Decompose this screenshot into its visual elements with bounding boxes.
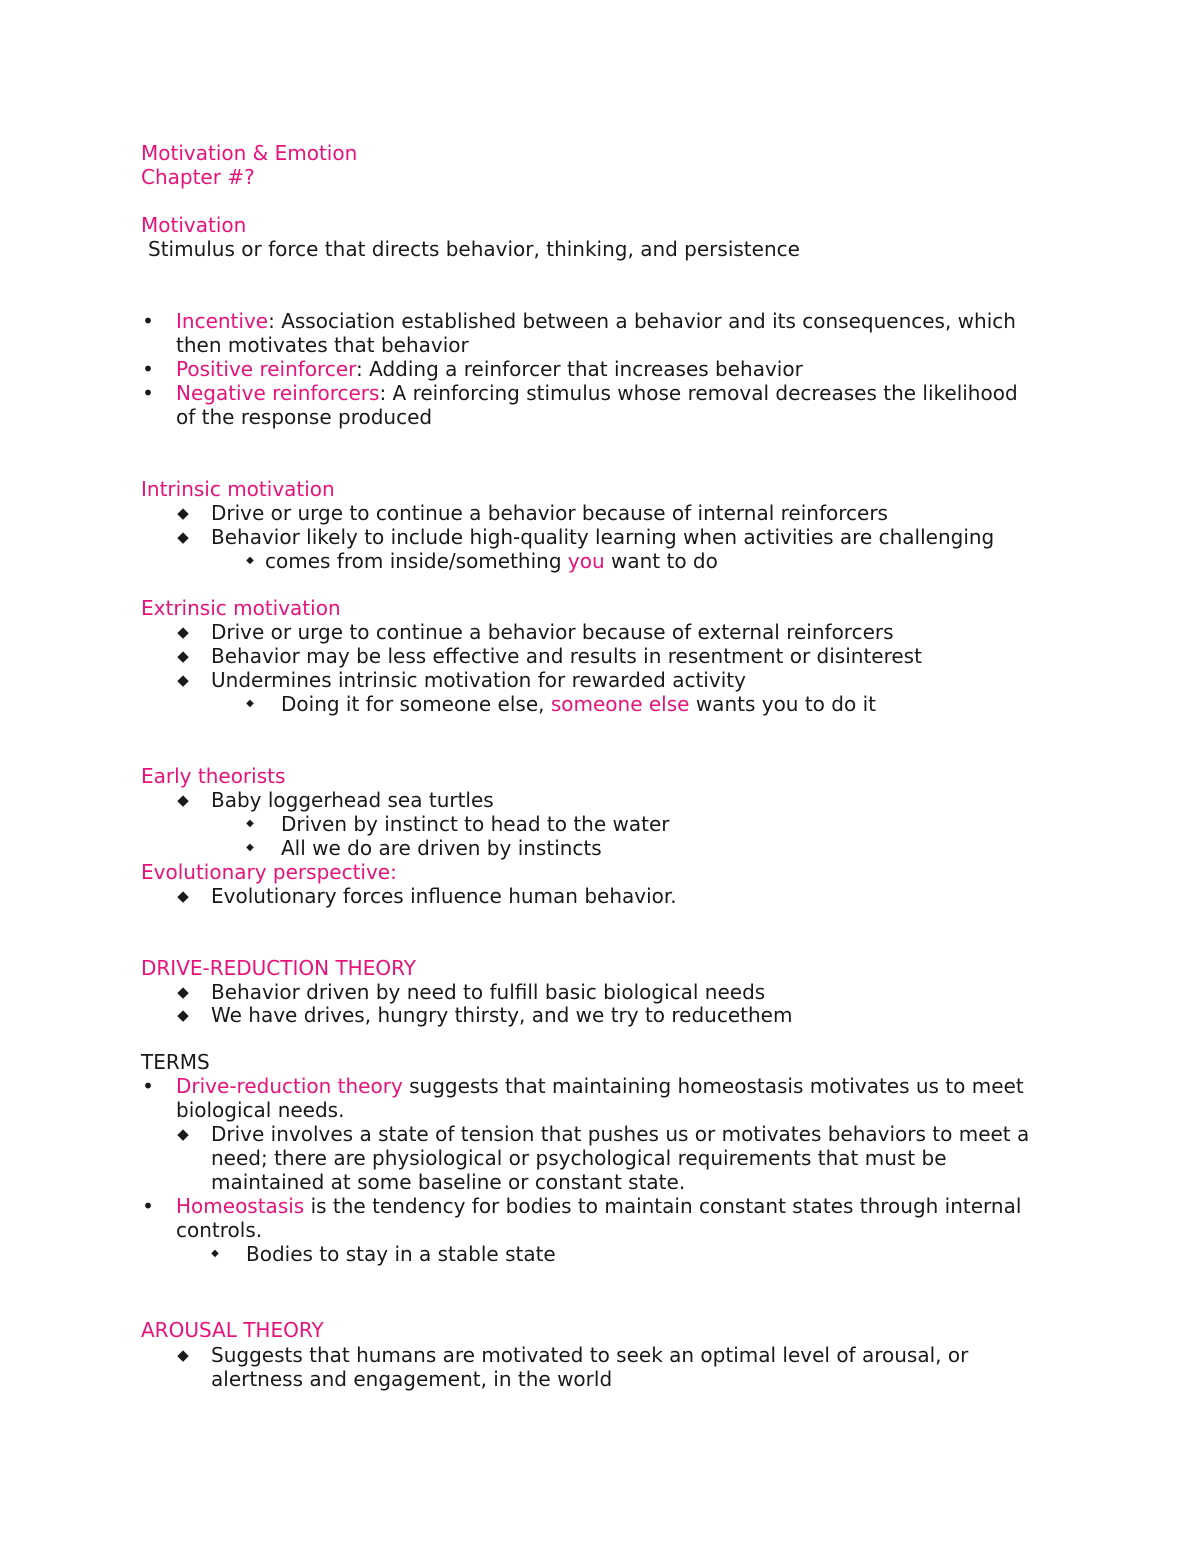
list-item <box>176 1122 1076 1146</box>
diamond-bullet-icon: ◆ <box>177 528 189 546</box>
terms-heading: TERMS <box>141 1050 210 1074</box>
list-item-text: Baby loggerhead sea turtles <box>211 788 494 812</box>
list-item <box>141 1074 1081 1098</box>
early-theorists-heading: Early theorists <box>141 764 286 788</box>
list-item-text-continued: need; there are physiological or psychological requirements that must be <box>211 1146 947 1170</box>
small-diamond-bullet-icon: ◆ <box>246 818 254 829</box>
diamond-bullet-icon: ◆ <box>177 1006 189 1024</box>
motivation-heading: Motivation <box>141 213 247 237</box>
small-diamond-bullet-icon: ◆ <box>246 555 254 566</box>
intrinsic-heading: Intrinsic motivation <box>141 477 335 501</box>
diamond-bullet-icon: ◆ <box>177 647 189 665</box>
bullet-icon: • <box>142 357 154 381</box>
drive-reduction-heading: DRIVE-REDUCTION THEORY <box>141 956 416 980</box>
list-item-text: Behavior driven by need to fulfill basic biological needs <box>211 980 766 1004</box>
highlight-word: you <box>567 549 605 573</box>
sub-item-text: wants you to do it <box>689 692 876 716</box>
highlight-word: someone else <box>550 692 690 716</box>
bullet-icon: • <box>142 1074 154 1098</box>
sub-item-text: want to do <box>604 549 718 573</box>
list-item <box>176 644 1076 668</box>
term-definition: : Adding a reinforcer that increases behavior <box>356 357 803 381</box>
list-item <box>176 1343 1076 1367</box>
diamond-bullet-icon: ◆ <box>177 1125 189 1143</box>
chapter-label: Chapter #? <box>141 165 255 189</box>
list-item <box>141 1194 1081 1218</box>
term-definition-continued: controls. <box>176 1218 263 1242</box>
list-item <box>176 501 1076 525</box>
term-definition-continued: biological needs. <box>176 1098 345 1122</box>
list-item <box>141 309 1081 333</box>
diamond-bullet-icon: ◆ <box>177 887 189 905</box>
diamond-bullet-icon: ◆ <box>177 983 189 1001</box>
bullet-icon: • <box>142 309 154 333</box>
list-item <box>208 1242 1008 1266</box>
sub-item-text: Doing it for someone else, <box>281 692 551 716</box>
term-negative-reinforcers: Negative reinforcers <box>176 381 380 405</box>
diamond-bullet-icon: ◆ <box>177 504 189 522</box>
sub-item-text: Driven by instinct to head to the water <box>281 812 670 836</box>
document-title: Motivation & Emotion <box>141 141 358 165</box>
sub-item-text: All we do are driven by instincts <box>281 836 602 860</box>
list-item <box>243 812 1043 836</box>
list-item <box>176 788 1076 812</box>
small-diamond-bullet-icon: ◆ <box>246 698 254 709</box>
list-item <box>176 668 1076 692</box>
list-item-text: Behavior may be less effective and results in resentment or disinterest <box>211 644 922 668</box>
sub-item-text: Bodies to stay in a stable state <box>246 1242 556 1266</box>
list-item-text-continued: alertness and engagement, in the world <box>211 1367 613 1391</box>
bullet-icon: • <box>142 1194 154 1218</box>
list-item-text: Suggests that humans are motivated to seek an optimal level of arousal, or <box>211 1343 969 1367</box>
list-item-text: Undermines intrinsic motivation for rewarded activity <box>211 668 746 692</box>
bullet-icon: • <box>142 381 154 405</box>
term-homeostasis: Homeostasis <box>176 1194 305 1218</box>
list-item-text: Behavior likely to include high-quality learning when activities are challenging <box>211 525 995 549</box>
small-diamond-bullet-icon: ◆ <box>211 1248 219 1259</box>
term-definition: : Association established between a behavior and its consequences, which <box>268 309 1016 333</box>
diamond-bullet-icon: ◆ <box>177 791 189 809</box>
term-definition-continued: of the response produced <box>176 405 433 429</box>
list-item-text: Drive or urge to continue a behavior because of external reinforcers <box>211 620 894 644</box>
list-item <box>176 1003 1076 1027</box>
sub-item-text: comes from inside/something <box>265 549 568 573</box>
evolutionary-heading: Evolutionary perspective: <box>141 860 397 884</box>
list-item-text: Drive involves a state of tension that pushes us or motivates behaviors to meet a <box>211 1122 1030 1146</box>
list-item <box>141 357 1081 381</box>
list-item <box>243 692 1043 716</box>
term-definition: suggests that maintaining homeostasis motivates us to meet <box>402 1074 1024 1098</box>
list-item <box>243 549 1043 573</box>
list-item-text: Evolutionary forces influence human behavior. <box>211 884 677 908</box>
arousal-theory-heading: AROUSAL THEORY <box>141 1318 324 1342</box>
list-item-text: Drive or urge to continue a behavior because of internal reinforcers <box>211 501 888 525</box>
term-definition-continued: then motivates that behavior <box>176 333 469 357</box>
list-item <box>243 836 1043 860</box>
small-diamond-bullet-icon: ◆ <box>246 842 254 853</box>
term-definition: : A reinforcing stimulus whose removal decreases the likelihood <box>379 381 1018 405</box>
term-incentive: Incentive <box>176 309 269 333</box>
term-drive-reduction: Drive-reduction theory <box>176 1074 403 1098</box>
list-item <box>141 381 1081 405</box>
motivation-definition: Stimulus or force that directs behavior, thinking, and persistence <box>148 237 800 261</box>
diamond-bullet-icon: ◆ <box>177 623 189 641</box>
extrinsic-heading: Extrinsic motivation <box>141 596 341 620</box>
list-item <box>176 620 1076 644</box>
list-item-text-continued: maintained at some baseline or constant state. <box>211 1170 686 1194</box>
list-item <box>176 525 1076 549</box>
list-item-text: We have drives, hungry thirsty, and we try to reducethem <box>211 1003 793 1027</box>
diamond-bullet-icon: ◆ <box>177 1346 189 1364</box>
list-item <box>176 980 1076 1004</box>
diamond-bullet-icon: ◆ <box>177 671 189 689</box>
term-definition: is the tendency for bodies to maintain constant states through internal <box>304 1194 1022 1218</box>
list-item <box>176 884 1076 908</box>
term-positive-reinforcer: Positive reinforcer <box>176 357 357 381</box>
